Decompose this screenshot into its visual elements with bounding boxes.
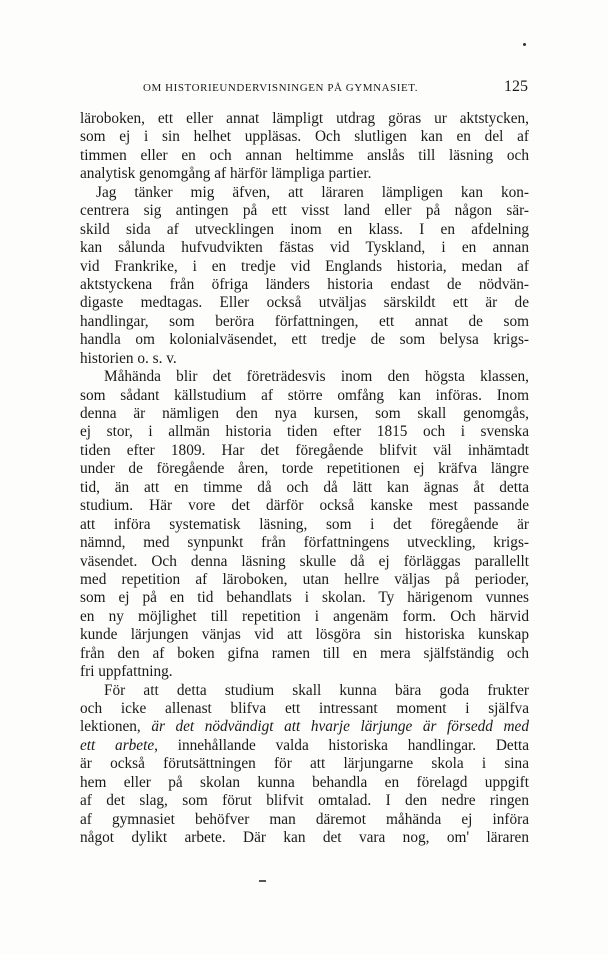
text-line	[80, 737, 529, 755]
text-run: lektionen,	[80, 718, 152, 736]
text-line: denna är nämligen den nya kursen, som skall genomgås,	[80, 405, 529, 422]
text-line: digaste medtagas. Eller också utväljas särskildt ett är de	[80, 294, 529, 312]
text-line: hem eller på skolan kunna behandla en förelagd uppgift	[80, 773, 529, 791]
paragraph-start: För att detta studium skall kunna bära goda frukter	[104, 681, 529, 699]
text-line: från den af boken gifna ramen till en mera själfständig och	[80, 644, 529, 662]
text-line: något dylikt arbete. Där kan det vara nog, om' läraren	[80, 829, 529, 847]
text-run: , innehållande valda historiska handlingar. Detta	[154, 736, 529, 754]
text-line: som sådant källstudium af större omfång kan införas. Inom	[80, 386, 529, 404]
text-line: som ej i sin helhet uppläsas. Och slutligen kan en del af	[80, 128, 529, 146]
text-line: skild sida af utvecklingen inom en klass. I en afdelning	[80, 220, 529, 238]
italic-emphasis: ett arbete	[80, 736, 155, 754]
paragraph-start: Måhända blir det företrädesvis inom den högsta klassen,	[104, 368, 529, 386]
text-line: analytisk genomgång af härför lämpliga partier.	[80, 165, 372, 183]
text-line: väsendet. Och denna läsning skulle då ej förläggas parallellt	[80, 552, 529, 570]
text-line: tid, än att en timme då och då lätt kan ägnas åt detta	[80, 478, 529, 496]
page-header	[143, 78, 528, 100]
text-line: kunde lärjungen vänjas vid att lösgöra sin historiska kunskap	[80, 626, 529, 644]
ink-mark	[259, 880, 266, 882]
text-line: läroboken, ett eller annat lämpligt utdrag göras ur aktstycken,	[80, 110, 529, 127]
text-line: under de föregående åren, torde repetitionen ej kräfva längre	[80, 460, 529, 478]
text-line: är också förutsättningen för att lärjungarne skola i sina	[80, 755, 529, 773]
text-line: af det slag, som förut blifvit omtalad. I den nedre ringen	[80, 792, 529, 810]
ink-speck	[523, 43, 526, 46]
text-line: aktstyckena från öfriga länders historia endast de nödvän-	[80, 275, 529, 293]
text-line: vid Frankrike, i en tredje vid Englands historia, medan af	[80, 257, 529, 275]
text-line: kan sålunda hufvudvikten fästas vid Tyskland, i en annan	[80, 239, 529, 257]
text-line: att införa systematisk läsning, som i det föregående är	[80, 515, 529, 533]
text-line: af gymnasiet behöfver man däremot måhända ej införa	[80, 810, 529, 828]
text-line: handlingar, som beröra författningen, ett annat de som	[80, 312, 529, 330]
text-line: studium. Här vore det därför också kanske mest passande	[80, 497, 529, 515]
text-line	[80, 718, 529, 736]
running-title: OM HISTORIEUNDERVISNINGEN PÅ GYMNASIET.	[143, 82, 418, 94]
text-line: handla om kolonialväsendet, ett tredje de som belysa krigs-	[80, 331, 529, 349]
text-line: tiden efter 1809. Har det föregående blifvit väl inhämtadt	[80, 441, 529, 459]
body-text	[80, 110, 529, 848]
page-number: 125	[504, 78, 528, 95]
text-line: en ny möjlighet till repetition i angenäm form. Och härvid	[80, 607, 529, 625]
text-line: centrera sig antingen på ett visst land eller på någon sär-	[80, 202, 529, 220]
text-line: fri uppfattning.	[80, 663, 173, 681]
text-line: som ej på en tid behandlats i skolan. Ty härigenom vunnes	[80, 589, 529, 607]
text-line: ej stor, i allmän historia tiden efter 1815 och i svenska	[80, 423, 529, 441]
text-line: och icke allenast blifva ett intressant moment i själfva	[80, 700, 529, 717]
text-line: timmen eller en och annan heltimme anslås till läsning och	[80, 146, 529, 164]
text-line: nämnd, med synpunkt från författningens utveckling, krigs-	[80, 534, 529, 552]
paragraph-start: Jag tänker mig äfven, att läraren lämpligen kan kon-	[96, 183, 529, 201]
italic-emphasis: är det nödvändigt att hvarje lärjunge är försedd med	[151, 718, 529, 736]
text-line: historien o. s. v.	[80, 349, 177, 367]
text-line: med repetition af läroboken, utan hellre väljas på perioder,	[80, 570, 529, 588]
